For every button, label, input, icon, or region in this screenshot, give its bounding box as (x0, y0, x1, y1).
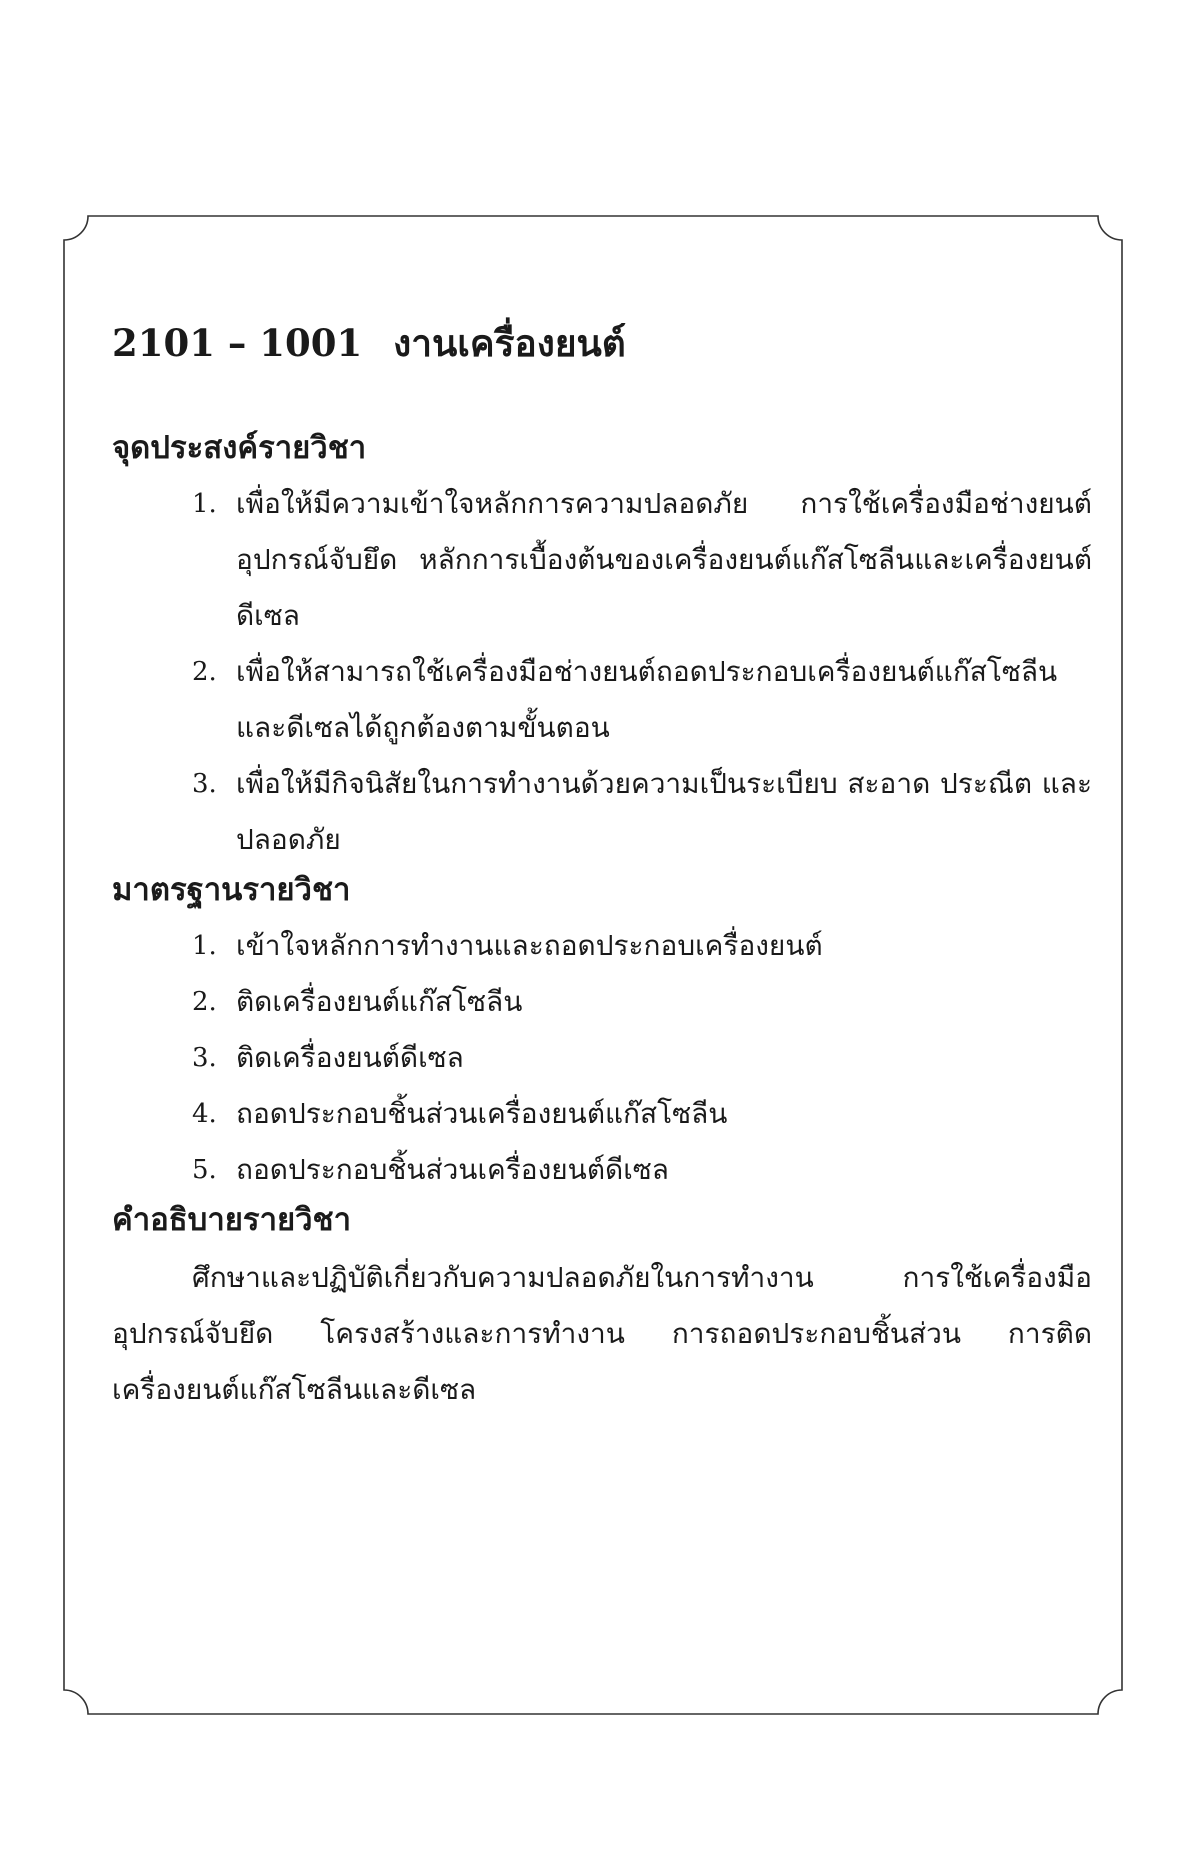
list-item (112, 1030, 1092, 1086)
course-content (112, 318, 1092, 1418)
list-item (112, 644, 1092, 756)
item-text: ถอดประกอบชิ้นส่วนเครื่องยนต์แก๊สโซลีน (236, 1097, 728, 1130)
course-code: 2101 – 1001 (112, 321, 363, 365)
item-text: ติดเครื่องยนต์ดีเซล (236, 1041, 464, 1074)
objectives-heading: จุดประสงค์รายวิชา (112, 430, 367, 466)
item-number: 1. (192, 489, 217, 519)
list-item (112, 1086, 1092, 1142)
description-heading: คำอธิบายรายวิชา (112, 1202, 352, 1238)
item-text: ติดเครื่องยนต์แก๊สโซลีน (236, 985, 523, 1018)
list-item (112, 918, 1092, 974)
item-text: เพื่อให้มีความเข้าใจหลักการความปลอดภัย การใช้เครื่องมือช่างยนต์ อุปกรณ์จับยึด หลักการเบื้องต้นของเครื่องยนต์แก๊สโซลีนและเครื่องยนต์ดีเซล (236, 487, 1092, 632)
item-text: ถอดประกอบชิ้นส่วนเครื่องยนต์ดีเซล (236, 1153, 669, 1186)
list-item (112, 476, 1092, 644)
item-number: 2. (192, 987, 217, 1017)
course-title (112, 318, 1092, 368)
standards-list (112, 918, 1092, 1198)
list-item (112, 974, 1092, 1030)
description-text: ศึกษาและปฏิบัติเกี่ยวกับความปลอดภัยในการทำงาน การใช้เครื่องมือ อุปกรณ์จับยึด โครงสร้างและการทำงาน การถอดประกอบชิ้นส่วน การติดเครื่องยนต์แก๊สโซลีนและดีเซล (112, 1261, 1092, 1406)
objectives-list (112, 476, 1092, 868)
item-number: 2. (192, 657, 217, 687)
list-item (112, 1142, 1092, 1198)
item-text: เพื่อให้สามารถใช้เครื่องมือช่างยนต์ถอดประกอบเครื่องยนต์แก๊สโซลีนและดีเซลได้ถูกต้องตามขั้นตอน (236, 655, 1058, 744)
item-text: เพื่อให้มีกิจนิสัยในการทำงานด้วยความเป็นระเบียบ สะอาด ประณีต และปลอดภัย (236, 767, 1092, 856)
item-number: 5. (192, 1155, 217, 1185)
course-name: งานเครื่องยนต์ (393, 321, 626, 365)
item-number: 1. (192, 931, 217, 961)
item-text: เข้าใจหลักการทำงานและถอดประกอบเครื่องยนต์ (236, 929, 823, 962)
item-number: 4. (192, 1099, 217, 1129)
standards-heading: มาตรฐานรายวิชา (112, 872, 351, 908)
item-number: 3. (192, 769, 217, 799)
item-number: 3. (192, 1043, 217, 1073)
list-item (112, 756, 1092, 868)
